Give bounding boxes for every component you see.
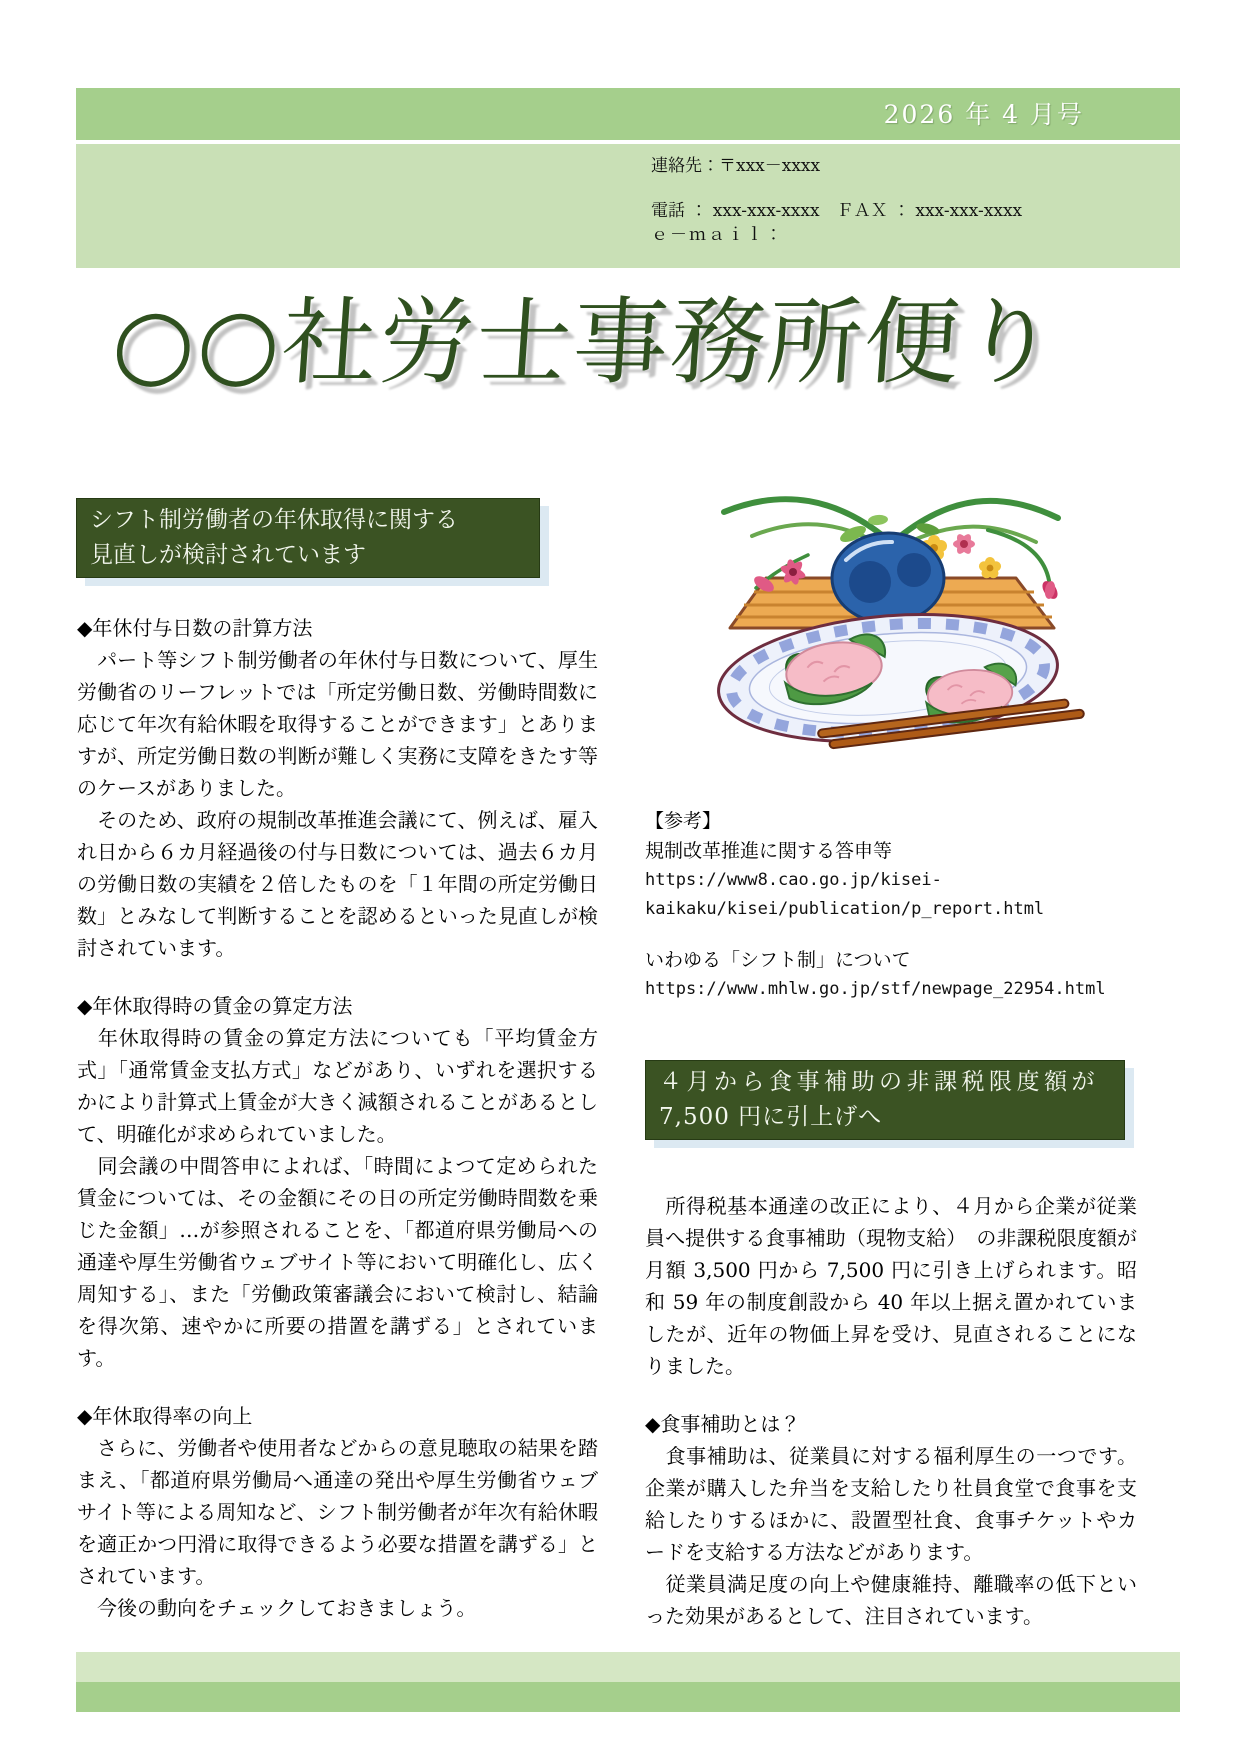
section-wage-calculation	[77, 990, 598, 1374]
reference-item	[645, 945, 1145, 1004]
left-article-heading-box	[76, 498, 540, 578]
section-paragraph: そのため、政府の規制改革推進会議にて、例えば、雇入れ日から６カ月経過後の付与日数については、過去６カ月の労働日数の実績を２倍したものを「１年間の所定労働日数」とみなして判断することを認めるといった見直しが検討されています。	[77, 808, 598, 960]
right-article-heading-line1: ４月から食事補助の非課税限度額が	[659, 1069, 1099, 1095]
section-heading: ◆年休付与日数の計算方法	[77, 616, 313, 640]
contact-band	[76, 144, 1180, 268]
contact-email: ｅ－ｍａｉｌ：	[651, 225, 784, 245]
footer-bar-light	[76, 1652, 1180, 1682]
left-article-body	[77, 612, 598, 1624]
right-article-body	[645, 1190, 1137, 1632]
contact-block	[651, 156, 1022, 246]
section-annual-leave-days	[77, 612, 598, 964]
header-bar	[76, 88, 1180, 140]
section-paragraph: さらに、労働者や使用者などからの意見聴取の結果を踏まえ、「都道府県労働局へ通達の発出や厚生労働省ウェブサイト等による周知など、シフト制労働者が年次有給休暇を適正かつ円滑に取得できるよう必要な措置を講ずる」とされています。	[77, 1436, 598, 1588]
section-heading: ◆食事補助とは？	[645, 1412, 801, 1436]
section-what-is-meal-subsidy	[645, 1408, 1137, 1632]
left-article-heading-line2: 見直しが検討されています	[90, 542, 366, 568]
reference-url[interactable]: https://www8.cao.go.jp/kisei-	[645, 870, 942, 890]
section-paragraph: 所得税基本通達の改正により、４月から企業が従業員へ提供する食事補助（現物支給） の非課税限度額が月額 3,500 円から 7,500 円に引き上げられます。昭和 59 年の制度創設から 40 年以上据え置かれていましたが、近年の物価上昇を受け、見直されることになりました。	[645, 1194, 1137, 1378]
right-article-heading-box	[645, 1060, 1125, 1140]
section-paragraph: 今後の動向をチェックしておきましょう。	[77, 1596, 477, 1620]
section-paragraph: 従業員満足度の向上や健康維持、離職率の低下といった効果があるとして、注目されています。	[645, 1572, 1137, 1628]
reference-title: いわゆる「シフト制」について	[645, 949, 911, 971]
section-leave-usage-rate	[77, 1400, 598, 1624]
reference-url[interactable]: https://www.mhlw.go.jp/stf/newpage_22954.html	[645, 979, 1106, 999]
section-paragraph: 年休取得時の賃金の算定方法についても「平均賃金方式」「通常賃金支払方式」などがあり、いずれを選択するかにより計算式上賃金が大きく減額されることがあるとして、明確化が求められていました。	[77, 1026, 598, 1146]
reference-label: 【参考】	[645, 810, 722, 832]
contact-address: 連絡先：〒xxx－xxxx	[651, 156, 821, 176]
contact-phone-fax: 電話 ： xxx-xxx-xxxx ＦＡＸ ： xxx-xxx-xxxx	[651, 201, 1023, 221]
section-paragraph: パート等シフト制労働者の年休付与日数について、厚生労働省のリーフレットでは「所定労働日数、労働時間数に応じて年次有給休暇を取得することができます」とありますが、所定労働日数の判断が難しく実務に支障をきたす等のケースがありました。	[77, 648, 598, 800]
issue-label: 2026 年 4 月号	[883, 100, 1084, 129]
reference-title: 規制改革推進に関する答申等	[645, 840, 893, 862]
section-heading: ◆年休取得率の向上	[77, 1404, 253, 1428]
reference-item	[645, 836, 1145, 924]
vase-graphic	[832, 533, 944, 623]
reference-block	[645, 806, 1145, 1004]
section-tax-limit-intro	[645, 1190, 1137, 1382]
footer-bar-green	[76, 1682, 1180, 1712]
section-paragraph: 同会議の中間答申によれば、「時間によつて定められた賃金については、その金額にその日の所定労働時間数を乗じた金額」…が参照されることを、「都道府県労働局への通達や厚生労働省ウェブサイト等において明確化し、広く周知する」、また「労働政策審議会において検討し、結論を得次第、速やかに所要の措置を講ずる」とされています。	[77, 1154, 598, 1370]
section-paragraph: 食事補助は、従業員に対する福利厚生の一つです。企業が購入した弁当を支給したり社員食堂で食事を支給したりするほかに、設置型社食、食事チケットやカードを支給する方法などがあります。	[645, 1444, 1137, 1564]
right-article-heading-line2: 7,500 円に引上げへ	[659, 1104, 883, 1130]
section-heading: ◆年休取得時の賃金の算定方法	[77, 994, 353, 1018]
reference-url[interactable]: kaikaku/kisei/publication/p_report.html	[645, 899, 1045, 919]
food-illustration	[688, 460, 1092, 760]
newsletter-title: ○○社労士事務所便り	[108, 288, 1062, 398]
left-article-heading-line1: シフト制労働者の年休取得に関する	[90, 507, 458, 533]
